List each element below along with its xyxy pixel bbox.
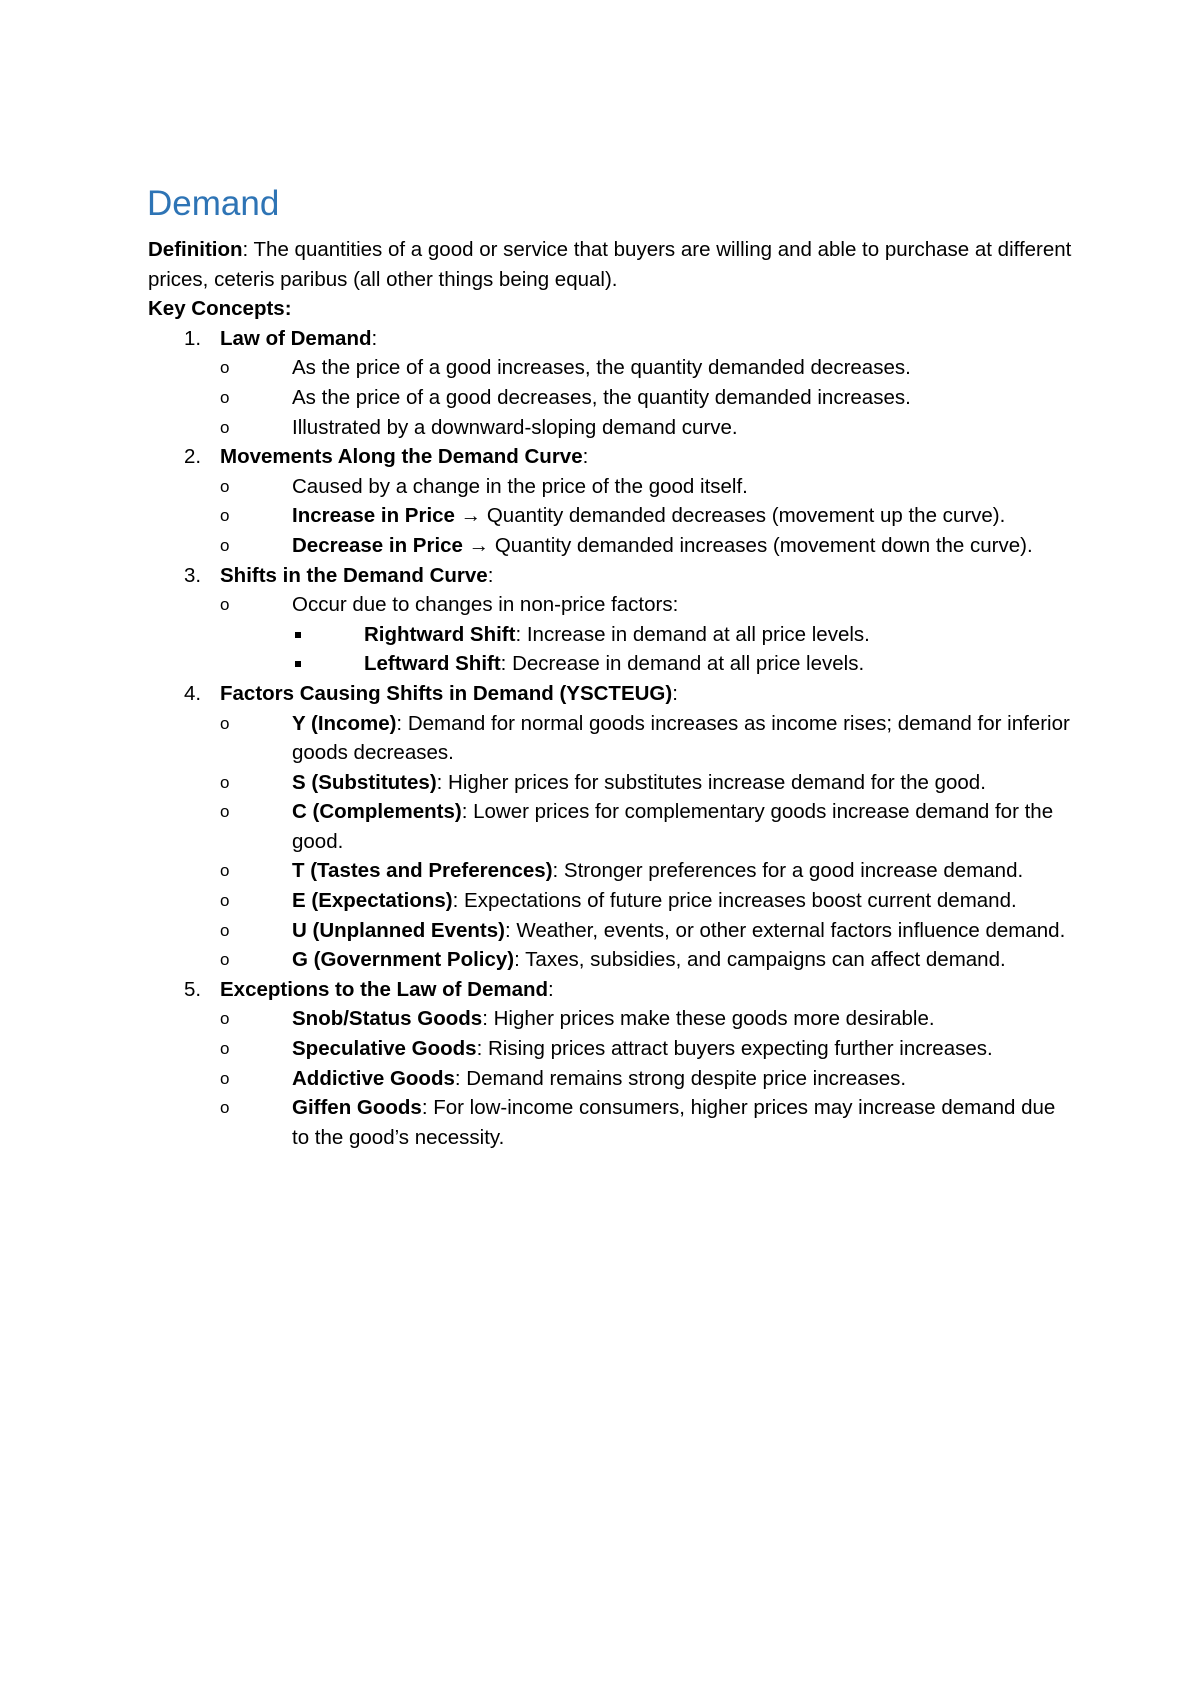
circle-bullet-icon: o bbox=[220, 1068, 230, 1088]
sub-item-text-line bbox=[292, 1004, 1078, 1034]
sub-list-item bbox=[220, 709, 1078, 768]
sub-list-item bbox=[220, 353, 1078, 383]
sub-item-text: : Weather, events, or other external factors influence demand. bbox=[505, 918, 1066, 942]
sub-item-text-line bbox=[292, 797, 1078, 856]
topic-label: Factors Causing Shifts in Demand (YSCTEUG) bbox=[220, 681, 673, 705]
circle-bullet-icon: o bbox=[220, 920, 230, 940]
sub-item-term: S (Substitutes) bbox=[292, 770, 437, 794]
circle-bullet-icon: o bbox=[220, 476, 230, 496]
sub-list-item bbox=[220, 531, 1078, 561]
sub-list-item bbox=[220, 945, 1078, 975]
topic-heading bbox=[220, 324, 1078, 354]
topic-label-suffix: : bbox=[582, 445, 589, 469]
definition-text: : The quantities of a good or service that buyers are willing and able to purchase at different prices, ceteris paribus (all other things being equal). bbox=[148, 238, 1072, 291]
sub-item-text: : For low-income consumers, higher prices may increase demand due to the good’s necessity. bbox=[292, 1096, 1056, 1149]
topic-label-suffix: : bbox=[672, 681, 678, 705]
list-item bbox=[148, 975, 1078, 1153]
nested-list-item bbox=[292, 620, 1078, 650]
sub-item-term: Snob/Status Goods bbox=[292, 1007, 483, 1031]
sub-item-text: : Higher prices make these goods more desirable. bbox=[482, 1007, 935, 1031]
sub-list-item bbox=[220, 916, 1078, 946]
sub-list bbox=[220, 472, 1078, 561]
sub-item-text-line bbox=[292, 590, 1078, 620]
sub-item-text-line bbox=[292, 856, 1078, 886]
sub-list bbox=[220, 590, 1078, 679]
circle-bullet-icon: o bbox=[220, 417, 230, 437]
topic-label: Exceptions to the Law of Demand bbox=[220, 977, 549, 1001]
sub-item-text-line bbox=[292, 353, 1078, 383]
document-body bbox=[148, 183, 1078, 1152]
list-number: 3. bbox=[184, 563, 202, 587]
sub-list bbox=[220, 1004, 1078, 1152]
sub-list-item bbox=[220, 856, 1078, 886]
circle-bullet-icon: o bbox=[220, 595, 230, 615]
circle-bullet-icon: o bbox=[220, 1098, 230, 1118]
sub-list-item bbox=[220, 383, 1078, 413]
sub-item-text: → Quantity demanded increases (movement down the curve). bbox=[462, 533, 1033, 557]
sub-list-item bbox=[220, 1034, 1078, 1064]
sub-item-text: → Quantity demanded decreases (movement up the curve). bbox=[454, 504, 1006, 528]
topic-heading bbox=[220, 975, 1078, 1005]
sub-item-text-line bbox=[292, 383, 1078, 413]
circle-bullet-icon: o bbox=[220, 802, 230, 822]
circle-bullet-icon: o bbox=[220, 713, 230, 733]
topic-heading bbox=[220, 561, 1078, 591]
topic-label-suffix: : bbox=[548, 977, 554, 1001]
sub-item-text-line bbox=[292, 1064, 1078, 1094]
circle-bullet-icon: o bbox=[220, 772, 230, 792]
sub-item-text: : Stronger preferences for a good increase demand. bbox=[552, 859, 1024, 883]
sub-item-text-line bbox=[292, 1034, 1078, 1064]
circle-bullet-icon: o bbox=[220, 506, 230, 526]
list-number: 5. bbox=[184, 977, 202, 1001]
key-concepts-list bbox=[148, 324, 1078, 1153]
sub-item-term: G (Government Policy) bbox=[292, 948, 515, 972]
topic-heading bbox=[220, 442, 1078, 472]
topic-heading bbox=[220, 679, 1078, 709]
sub-item-text-line bbox=[292, 472, 1078, 502]
sub-item-term: Y (Income) bbox=[292, 711, 397, 735]
sub-list-item bbox=[220, 768, 1078, 798]
topic-label-suffix: : bbox=[371, 326, 378, 350]
sub-item-text-line bbox=[292, 709, 1078, 768]
list-number: 2. bbox=[184, 445, 202, 469]
nested-list-item bbox=[292, 649, 1078, 679]
circle-bullet-icon: o bbox=[220, 1009, 230, 1029]
sub-item-text: Illustrated by a downward-sloping demand curve. bbox=[292, 415, 738, 439]
sub-item-term: C (Complements) bbox=[292, 800, 462, 824]
sub-item-text: : Rising prices attract buyers expecting further increases. bbox=[476, 1037, 993, 1061]
list-item bbox=[148, 679, 1078, 975]
circle-bullet-icon: o bbox=[220, 891, 230, 911]
sub-item-text: Caused by a change in the price of the good itself. bbox=[292, 474, 748, 498]
sub-item-text: : Expectations of future price increases boost current demand. bbox=[452, 889, 1017, 913]
circle-bullet-icon: o bbox=[220, 1039, 230, 1059]
sub-item-term: U (Unplanned Events) bbox=[292, 918, 505, 942]
sub-item-text: : Taxes, subsidies, and campaigns can affect demand. bbox=[514, 948, 1006, 972]
sub-item-text-line bbox=[292, 768, 1078, 798]
sub-item-term: Addictive Goods bbox=[292, 1066, 455, 1090]
sub-list-item bbox=[220, 1093, 1078, 1152]
list-number: 4. bbox=[184, 681, 202, 705]
circle-bullet-icon: o bbox=[220, 861, 230, 881]
sub-item-text: : Demand remains strong despite price increases. bbox=[454, 1066, 907, 1090]
sub-item-text-line bbox=[292, 916, 1078, 946]
sub-item-text-line bbox=[292, 531, 1078, 561]
sub-item-text-line bbox=[292, 413, 1078, 443]
sub-list-item bbox=[220, 797, 1078, 856]
list-number: 1. bbox=[184, 326, 202, 350]
sub-item-term: Speculative Goods bbox=[292, 1037, 477, 1061]
sub-item-text: As the price of a good decreases, the quantity demanded increases. bbox=[292, 385, 911, 409]
sub-item-term: Increase in Price bbox=[292, 504, 455, 528]
page-title: Demand bbox=[147, 184, 280, 223]
nested-item-text: : Decrease in demand at all price levels. bbox=[500, 652, 865, 676]
definition-label: Definition bbox=[148, 238, 243, 261]
circle-bullet-icon: o bbox=[220, 950, 230, 970]
sub-list-item bbox=[220, 590, 1078, 679]
sub-item-text-line bbox=[292, 945, 1078, 975]
square-bullet-icon bbox=[295, 661, 301, 667]
circle-bullet-icon: o bbox=[220, 535, 230, 555]
nested-item-text: : Increase in demand at all price levels. bbox=[515, 622, 870, 646]
sub-list-item bbox=[220, 886, 1078, 916]
sub-item-text: : Lower prices for complementary goods increase demand for the good. bbox=[292, 800, 1054, 853]
sub-list bbox=[220, 353, 1078, 442]
sub-item-term: Giffen Goods bbox=[292, 1096, 422, 1120]
sub-list bbox=[220, 709, 1078, 975]
sub-item-text: As the price of a good increases, the quantity demanded decreases. bbox=[292, 356, 911, 380]
nested-item-term: Rightward Shift bbox=[364, 622, 516, 646]
sub-item-text-line bbox=[292, 1093, 1078, 1152]
definition-paragraph bbox=[148, 235, 1078, 294]
topic-label: Law of Demand bbox=[220, 326, 372, 350]
list-item bbox=[148, 324, 1078, 442]
sub-item-text-line bbox=[292, 501, 1078, 531]
sub-item-text-line bbox=[292, 886, 1078, 916]
nested-list bbox=[292, 620, 1078, 679]
topic-label: Shifts in the Demand Curve bbox=[220, 563, 488, 587]
list-item bbox=[148, 561, 1078, 679]
list-item bbox=[148, 442, 1078, 560]
circle-bullet-icon: o bbox=[220, 358, 230, 378]
key-concepts-heading: Key Concepts: bbox=[148, 297, 292, 321]
topic-label: Movements Along the Demand Curve bbox=[220, 445, 583, 469]
sub-item-term: T (Tastes and Preferences) bbox=[292, 859, 553, 883]
sub-item-text: : Higher prices for substitutes increase demand for the good. bbox=[436, 770, 986, 794]
sub-list-item bbox=[220, 1064, 1078, 1094]
sub-list-item bbox=[220, 413, 1078, 443]
sub-list-item bbox=[220, 472, 1078, 502]
sub-item-text: : Demand for normal goods increases as income rises; demand for inferior goods decreases. bbox=[292, 711, 1070, 765]
square-bullet-icon bbox=[295, 632, 301, 638]
sub-list-item bbox=[220, 1004, 1078, 1034]
sub-item-term: Decrease in Price bbox=[292, 533, 463, 557]
sub-item-term: E (Expectations) bbox=[292, 889, 453, 913]
sub-item-text: Occur due to changes in non-price factors: bbox=[292, 593, 679, 617]
topic-label-suffix: : bbox=[487, 563, 494, 587]
circle-bullet-icon: o bbox=[220, 387, 230, 407]
nested-item-term: Leftward Shift bbox=[364, 652, 501, 676]
sub-list-item bbox=[220, 501, 1078, 531]
